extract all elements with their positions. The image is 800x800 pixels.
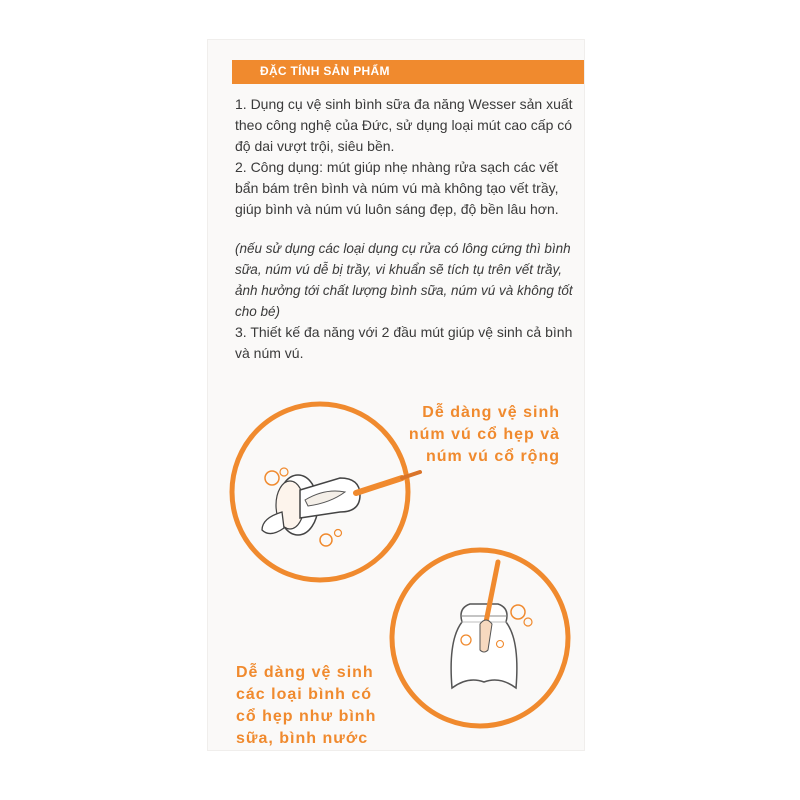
section-title: ĐẶC TÍNH SẢN PHẨM [260,64,390,78]
caption-nipple-line-3: núm vú cổ rộng [426,448,560,465]
feature-item-1: 1. Dụng cụ vệ sinh bình sữa đa năng Wesser sản xuất theo công nghệ của Đức, sử dụng loại mút cao cấp có độ dai vượt trội, siêu bền. [235,96,573,154]
feature-item-3: 3. Thiết kế đa năng với 2 đầu mút giúp vệ sinh cả bình và núm vú. [235,324,573,361]
nipple-cleaning-illustration [232,404,420,580]
bottle-cleaning-illustration [392,550,568,726]
feature-item-2: 2. Công dụng: mút giúp nhẹ nhàng rửa sạch các vết bẩn bám trên bình và núm vú mà không tạo vết trầy, giúp bình và núm vú luôn sáng đẹp, độ bền lâu hơn. [235,159,559,217]
caption-nipple-line-2: núm vú cổ hẹp và [408,426,560,443]
caption-bottle-line-1: Dễ dàng vệ sinh [236,664,374,681]
caption-bottle-line-2: các loại bình có [236,686,373,703]
caption-bottle-line-3: cổ hẹp như bình [236,708,377,725]
caption-bottle-line-4: sữa, bình nước [236,730,369,747]
caption-nipple-line-1: Dễ dàng vệ sinh [422,404,560,421]
feature-item-2-note: (nếu sử dụng các loại dụng cụ rửa có lông cứng thì bình sữa, núm vú dễ bị trầy, vi khuẩn sẽ tích tụ trên vết trầy, ảnh hưởng tới chất lượng bình sữa, núm vú và không tốt cho bé) [235,241,573,319]
